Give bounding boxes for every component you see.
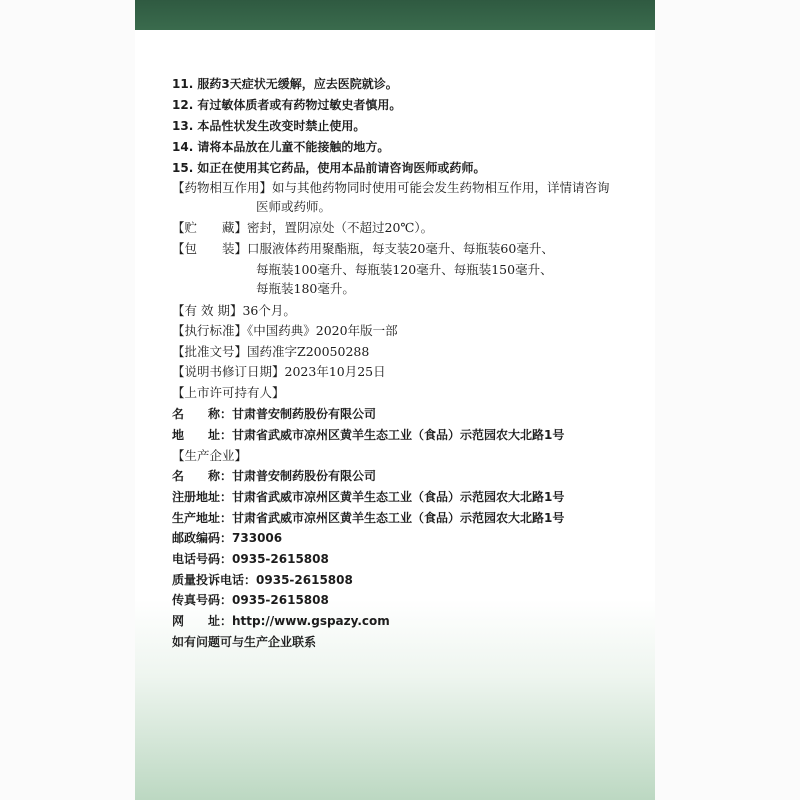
- validity-label: 【有 效 期】: [172, 303, 243, 318]
- contact-note: 如有问题可与生产企业联系: [172, 635, 317, 649]
- complaint-row: [172, 571, 353, 589]
- warning-item-13: 13. 本品性状发生改变时禁止使用。: [172, 119, 366, 133]
- packaging-line-3: 每瓶装180毫升。: [256, 281, 355, 296]
- right-background: [655, 0, 800, 800]
- storage-label: 【贮 藏】: [172, 220, 248, 235]
- warning-item-12: 12. 有过敏体质者或有药物过敏史者慎用。: [172, 98, 402, 112]
- holder-address-row: [172, 426, 564, 444]
- manufacturer-name: 甘肃普安制药股份有限公司: [232, 469, 377, 483]
- fax: 0935-2615808: [232, 593, 329, 607]
- approval-text: 国药准字Z20050288: [247, 344, 370, 359]
- standard-text: 《中国药典》2020年版一部: [247, 323, 398, 338]
- phone-label: 电话号码：: [172, 552, 233, 566]
- warning-item-14: 14. 请将本品放在儿童不能接触的地方。: [172, 140, 390, 154]
- website-label: 网 址：: [172, 614, 233, 628]
- prod-address: 甘肃省武威市凉州区黄羊生态工业（食品）示范园农大北路1号: [232, 511, 565, 525]
- postcode-row: [172, 529, 282, 547]
- complaint-label: 质量投诉电话：: [172, 573, 257, 587]
- website-row: [172, 612, 390, 630]
- validity-section: [172, 302, 296, 320]
- postcode-label: 邮政编码：: [172, 531, 233, 545]
- holder-name-label: 名 称：: [172, 407, 233, 421]
- storage-text: 密封，置阴凉处（不超过20℃）。: [247, 220, 434, 235]
- approval-label: 【批准文号】: [172, 344, 248, 359]
- standard-section: [172, 322, 398, 340]
- holder-address-label: 地 址：: [172, 428, 233, 442]
- interactions-section: [172, 179, 610, 197]
- storage-section: [172, 219, 433, 237]
- reg-address: 甘肃省武威市凉州区黄羊生态工业（食品）示范园农大北路1号: [232, 490, 565, 504]
- left-background: [0, 0, 135, 800]
- manufacturer-name-label: 名 称：: [172, 469, 233, 483]
- phone: 0935-2615808: [232, 552, 329, 566]
- revision-section: [172, 363, 386, 381]
- interactions-text: 如与其他药物同时使用可能会发生药物相互作用，详情请咨询: [272, 180, 610, 195]
- website: http://www.gspazy.com: [232, 614, 390, 628]
- prod-address-row: [172, 509, 564, 527]
- packaging-section: [172, 240, 554, 258]
- standard-label: 【执行标准】: [172, 323, 248, 338]
- holder-name-row: [172, 405, 376, 423]
- revision-text: 2023年10月25日: [284, 364, 386, 379]
- packaging-label: 【包 装】: [172, 241, 248, 256]
- manufacturer-heading: 【生产企业】: [172, 448, 248, 463]
- interactions-label: 【药物相互作用】: [172, 180, 273, 195]
- revision-label: 【说明书修订日期】: [172, 364, 285, 379]
- manufacturer-name-row: [172, 467, 376, 485]
- holder-name: 甘肃普安制药股份有限公司: [232, 407, 377, 421]
- holder-heading: 【上市许可持有人】: [172, 385, 285, 400]
- packaging-line-1: 口服液体药用聚酯瓶，每支装20毫升、每瓶装60毫升、: [247, 241, 554, 256]
- postcode: 733006: [232, 531, 283, 545]
- holder-address: 甘肃省武威市凉州区黄羊生态工业（食品）示范园农大北路1号: [232, 428, 565, 442]
- reg-address-row: [172, 488, 564, 506]
- prod-address-label: 生产地址：: [172, 511, 233, 525]
- packaging-line-2: 每瓶装100毫升、每瓶装120毫升、每瓶装150毫升、: [256, 262, 553, 277]
- phone-row: [172, 550, 329, 568]
- approval-section: [172, 343, 369, 361]
- fax-row: [172, 591, 329, 609]
- validity-text: 36个月。: [242, 303, 296, 318]
- reg-address-label: 注册地址：: [172, 490, 233, 504]
- complaint-phone: 0935-2615808: [256, 573, 353, 587]
- interactions-text-cont: 医师或药师。: [256, 199, 332, 214]
- fax-label: 传真号码：: [172, 593, 233, 607]
- warning-item-11: 11. 服药3天症状无缓解，应去医院就诊。: [172, 77, 398, 91]
- top-green-band: [135, 0, 655, 30]
- warning-item-15: 15. 如正在使用其它药品，使用本品前请咨询医师或药师。: [172, 161, 486, 175]
